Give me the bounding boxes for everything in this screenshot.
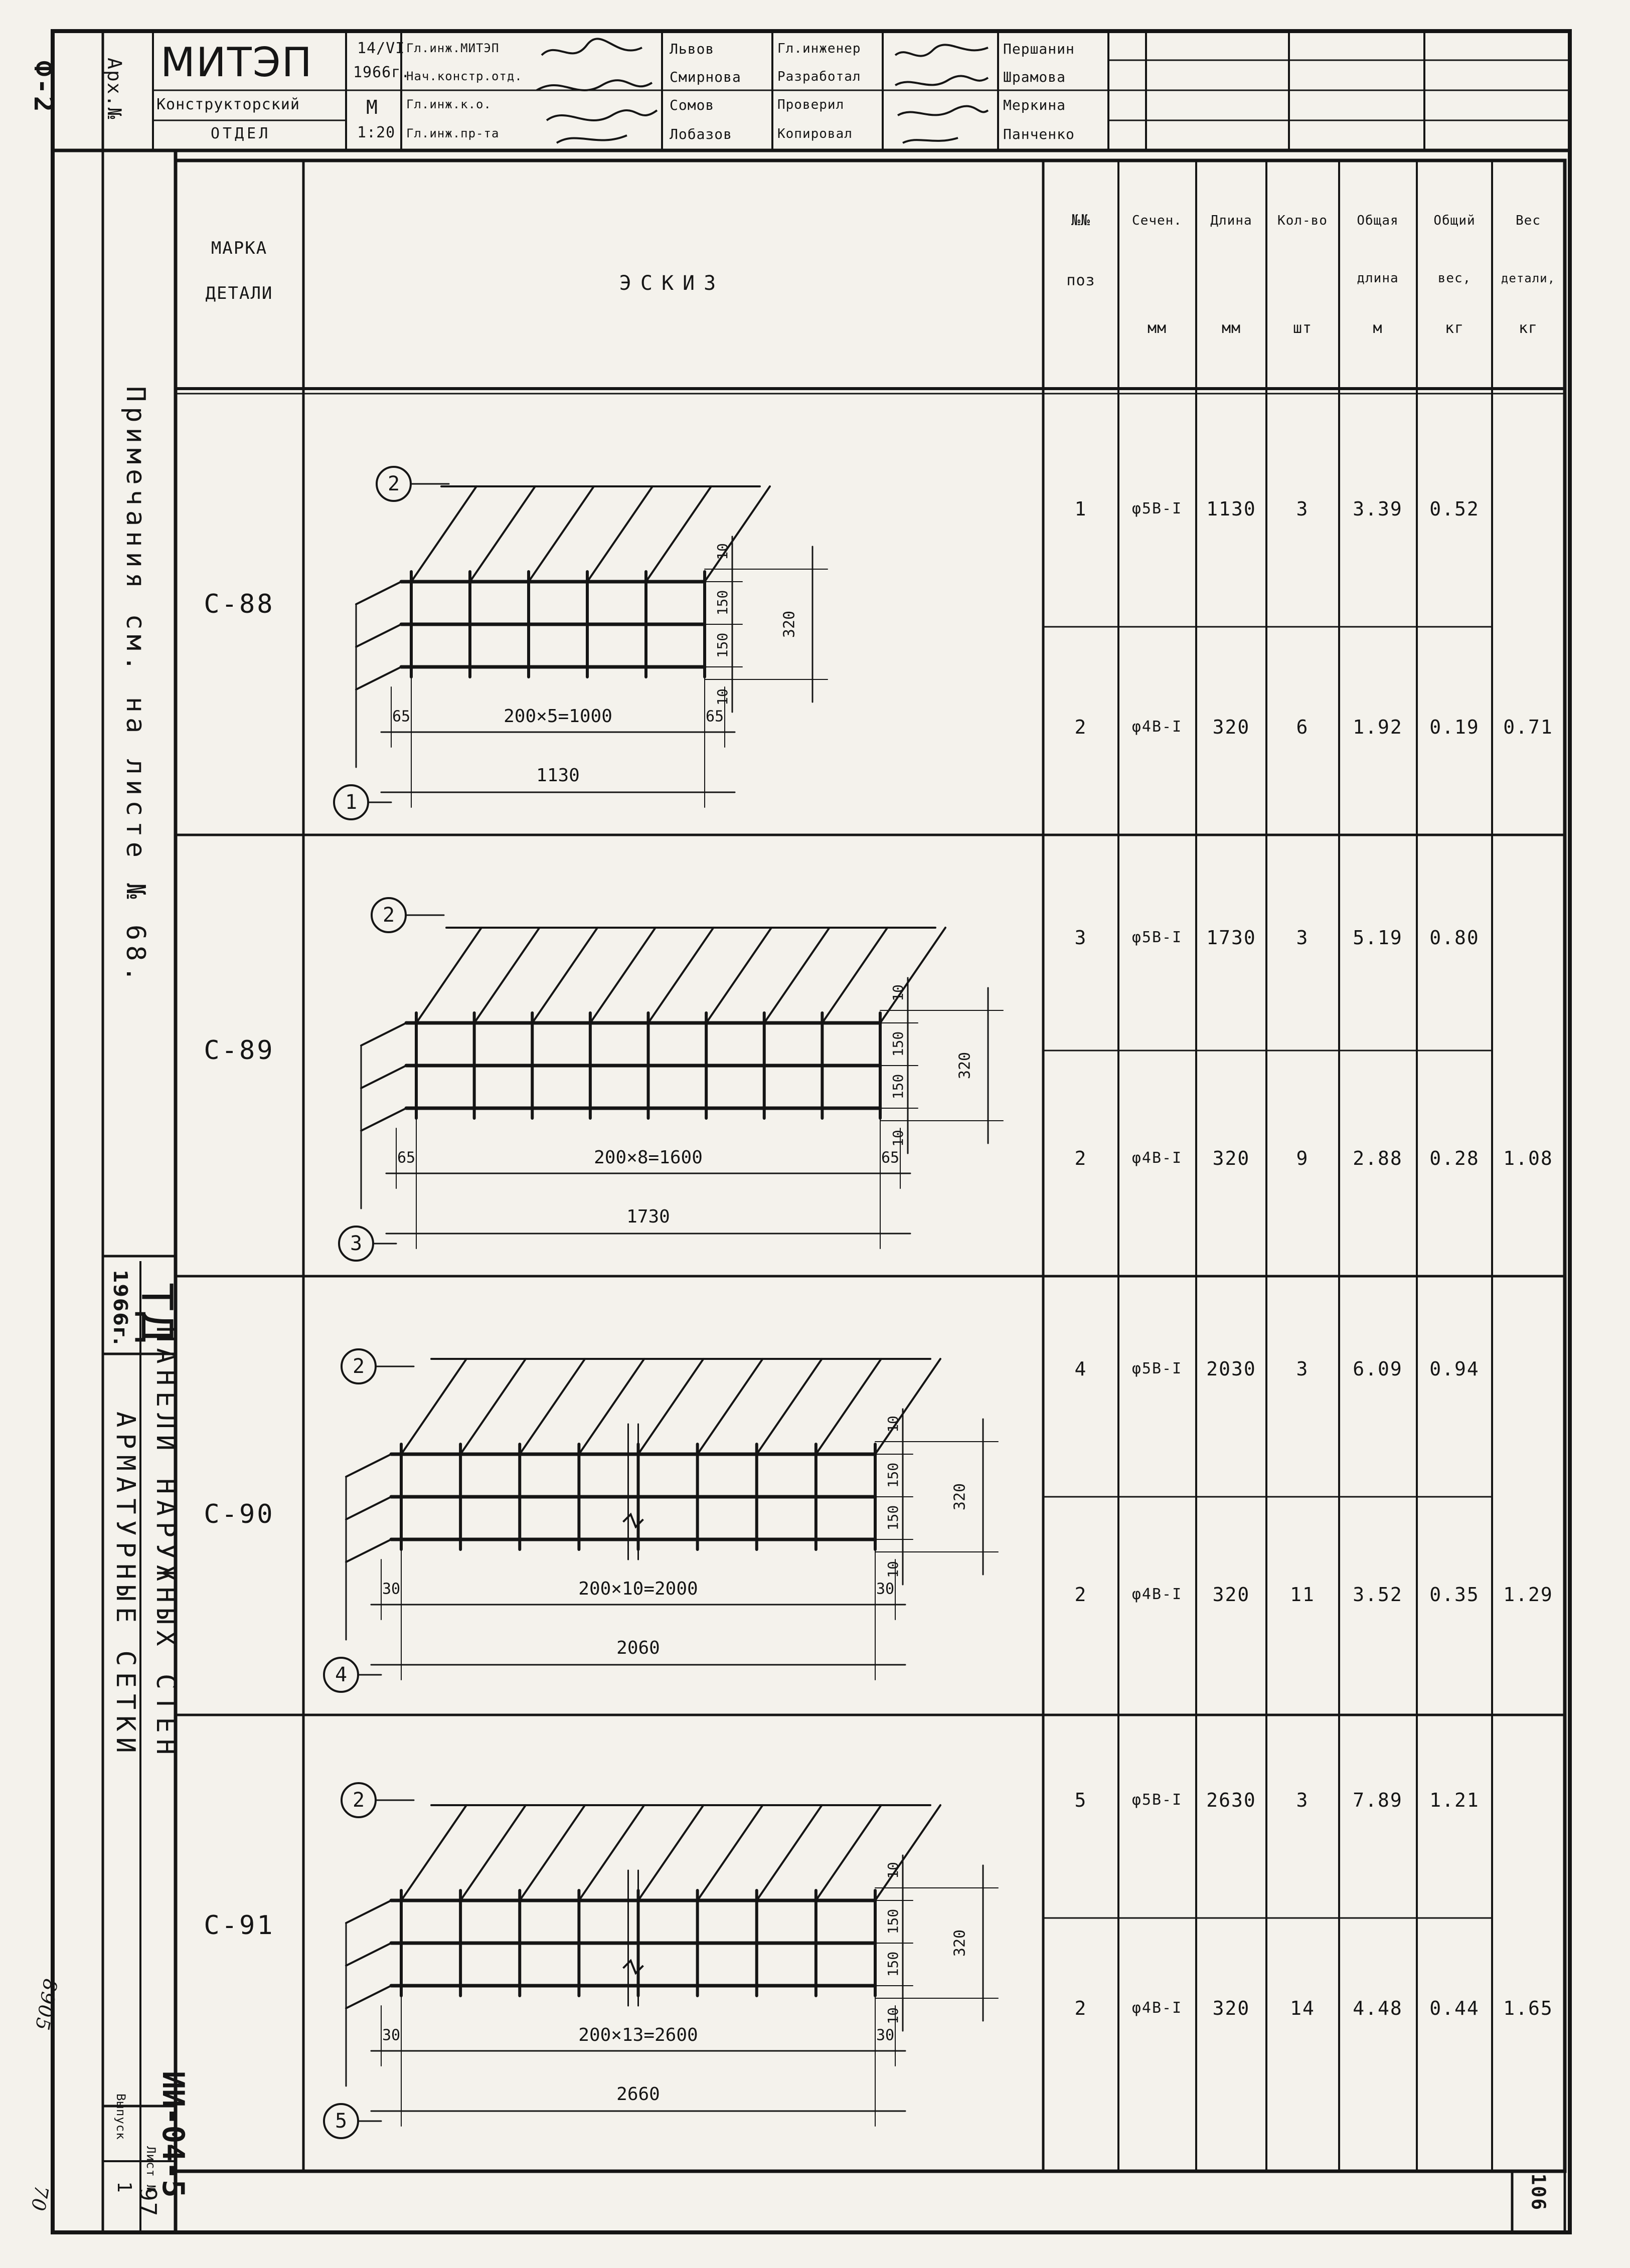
perspective-line xyxy=(757,1359,822,1454)
dim-label: 10 xyxy=(890,984,906,1001)
header-sketch: ЭСКИЗ xyxy=(619,272,725,295)
stamp-role: Гл.инж.МИТЭП xyxy=(406,41,500,55)
dim-overall-label: 2060 xyxy=(616,1638,660,1658)
cell-pos: 5 xyxy=(1074,1789,1087,1811)
bar-end xyxy=(361,1023,406,1045)
stamp-name2: Першанин xyxy=(1003,41,1075,57)
perspective-line xyxy=(822,928,887,1023)
bar-end xyxy=(356,582,401,604)
dim-label: 150 xyxy=(714,590,731,616)
dim-label: 150 xyxy=(885,1951,901,1977)
header-col-label: Вес xyxy=(1516,213,1541,228)
stamp-role: Нач.констр.отд. xyxy=(406,69,523,83)
dim-end-left: 30 xyxy=(382,1580,401,1598)
cell-section: φ5В-I xyxy=(1131,500,1183,517)
break-zigzag xyxy=(623,1961,643,1973)
header-col-unit: мм xyxy=(1147,319,1167,337)
header-col-label: длина xyxy=(1357,271,1399,286)
cell-qty: 3 xyxy=(1296,927,1309,949)
dim-end-right: 30 xyxy=(876,1580,895,1598)
cell-qty: 3 xyxy=(1296,1358,1309,1380)
cell-length: 320 xyxy=(1212,1584,1250,1606)
cell-qty: 3 xyxy=(1296,498,1309,520)
dim-overall-label: 1730 xyxy=(626,1206,670,1227)
header-col-unit: м xyxy=(1373,319,1383,337)
header-mark-line: МАРКА ДЕТАЛИ xyxy=(205,238,273,303)
perspective-line xyxy=(816,1359,881,1454)
position-marker-label: 2 xyxy=(352,1355,365,1378)
header-col-unit: кг xyxy=(1518,319,1538,337)
header-col-unit: мм xyxy=(1221,319,1241,337)
cell-pos: 3 xyxy=(1074,927,1087,949)
cell-total-length: 1.92 xyxy=(1353,716,1403,738)
cell-total-weight: 0.94 xyxy=(1429,1358,1480,1380)
perspective-line xyxy=(875,1805,940,1900)
perspective-line xyxy=(401,1805,466,1900)
cell-total-weight: 0.28 xyxy=(1429,1147,1480,1169)
title-line2: АРМАТУРНЫЕ СЕТКИ xyxy=(110,1412,140,1759)
dim-height-label: 320 xyxy=(951,1483,969,1511)
perspective-line xyxy=(764,928,830,1023)
stamp-name: Смирнова xyxy=(670,69,741,85)
cell-qty: 6 xyxy=(1296,716,1309,738)
stamp-role2: Копировал xyxy=(777,126,853,141)
row-mark: С-91 xyxy=(204,1910,275,1941)
stamp-dept-line1: Конструкторский xyxy=(156,96,300,113)
dim-label: 150 xyxy=(890,1074,906,1100)
position-marker-label: 5 xyxy=(335,2110,348,2133)
perspective-line xyxy=(706,928,771,1023)
perspective-line xyxy=(698,1359,763,1454)
cell-qty: 9 xyxy=(1296,1147,1309,1169)
row-mark: С-90 xyxy=(204,1499,275,1529)
sheet-code: Ф-2 xyxy=(28,61,58,114)
dim-overall-label: 1130 xyxy=(536,765,580,786)
perspective-line xyxy=(587,486,653,582)
cell-length: 2030 xyxy=(1206,1358,1256,1380)
stamp-role2: Проверил xyxy=(777,97,845,112)
dim-label: 10 xyxy=(885,1862,901,1879)
stamp-org: МИТЭП xyxy=(160,39,313,86)
cell-section: φ4В-I xyxy=(1131,1999,1183,2017)
dim-label: 150 xyxy=(885,1505,901,1531)
dim-end-right: 30 xyxy=(876,2026,895,2044)
perspective-line xyxy=(816,1805,881,1900)
dim-label: 10 xyxy=(885,1416,901,1433)
cell-total-length: 6.09 xyxy=(1353,1358,1403,1380)
archive-label: Арх.№ xyxy=(103,58,125,120)
cell-detail-weight: 1.29 xyxy=(1503,1584,1553,1606)
dim-height-label: 320 xyxy=(780,610,798,638)
perspective-line xyxy=(590,928,656,1023)
bar-end xyxy=(361,1108,406,1131)
header-col-label: вес, xyxy=(1437,271,1472,286)
bar-end xyxy=(346,1986,391,2008)
dim-end-left: 30 xyxy=(382,2026,401,2044)
stamp-role2: Гл.инженер xyxy=(777,41,861,56)
position-marker-label: 2 xyxy=(387,472,400,495)
header-col-label: Общий xyxy=(1433,213,1476,228)
position-marker-label: 4 xyxy=(335,1663,348,1686)
bar-end xyxy=(361,1066,406,1088)
dim-label: 150 xyxy=(885,1462,901,1488)
perspective-line xyxy=(411,486,476,582)
perspective-line xyxy=(532,928,597,1023)
issue-label: Выпуск xyxy=(114,2093,128,2140)
dim-overall-label: 2660 xyxy=(616,2084,660,2105)
dim-height-label: 320 xyxy=(951,1929,969,1957)
page-number: 106 xyxy=(1527,2173,1550,2211)
stamp-name2: Меркина xyxy=(1003,97,1066,113)
issue-value: 1 xyxy=(113,2181,135,2194)
position-marker-label: 2 xyxy=(352,1789,365,1812)
bar-end xyxy=(356,624,401,647)
perspective-line xyxy=(705,486,770,582)
cell-length: 320 xyxy=(1212,1147,1250,1169)
dim-spacing-label: 200×10=2000 xyxy=(578,1579,698,1599)
dim-label: 150 xyxy=(714,632,731,658)
position-marker-label: 1 xyxy=(345,791,358,814)
cell-detail-weight: 0.71 xyxy=(1503,716,1553,738)
dim-spacing-label: 200×5=1000 xyxy=(504,706,612,727)
cell-pos: 4 xyxy=(1074,1358,1087,1380)
perspective-line xyxy=(880,928,945,1023)
bar-end xyxy=(356,667,401,689)
perspective-line xyxy=(401,1359,466,1454)
dim-end-right: 65 xyxy=(705,708,724,726)
cell-pos: 2 xyxy=(1074,716,1087,738)
perspective-line xyxy=(579,1359,644,1454)
perspective-line xyxy=(648,928,714,1023)
bar-end xyxy=(346,1943,391,1966)
perspective-line xyxy=(757,1805,822,1900)
cell-total-length: 4.48 xyxy=(1353,1997,1403,2019)
cell-total-weight: 0.52 xyxy=(1429,498,1480,520)
cell-section: φ5В-I xyxy=(1131,929,1183,946)
notes-text: Примечания см. на листе № 68. xyxy=(120,386,150,987)
dim-end-left: 65 xyxy=(397,1149,416,1167)
bar-end xyxy=(346,1454,391,1477)
bar-end xyxy=(346,1900,391,1923)
dim-label: 10 xyxy=(714,543,731,560)
row-mark: С-88 xyxy=(204,589,275,619)
perspective-line xyxy=(875,1359,940,1454)
stamp-scale: 1:20 xyxy=(357,124,396,141)
cell-pos: 2 xyxy=(1074,1584,1087,1606)
title-line1: ПАНЕЛИ НАРУЖНЫХ СТЕН xyxy=(150,1326,181,1761)
perspective-line xyxy=(698,1805,763,1900)
cell-total-weight: 0.35 xyxy=(1429,1584,1480,1606)
series-year: 1966г. xyxy=(109,1270,131,1346)
cell-total-length: 2.88 xyxy=(1353,1147,1403,1169)
cell-total-length: 7.89 xyxy=(1353,1789,1403,1811)
perspective-line xyxy=(520,1805,585,1900)
sheet-label: Лист № xyxy=(144,2146,158,2193)
cell-detail-weight: 1.08 xyxy=(1503,1147,1553,1169)
cell-qty: 3 xyxy=(1296,1789,1309,1811)
cell-detail-weight: 1.65 xyxy=(1503,1997,1553,2019)
cell-section: φ4В-I xyxy=(1131,1586,1183,1603)
dim-label: 150 xyxy=(890,1031,906,1057)
perspective-line xyxy=(638,1359,704,1454)
cell-total-length: 3.39 xyxy=(1353,498,1403,520)
stamp-name2: Панченко xyxy=(1003,126,1075,142)
cell-section: φ5В-I xyxy=(1131,1360,1183,1377)
bar-end xyxy=(346,1497,391,1519)
stamp-name: Львов xyxy=(670,41,715,57)
margin-number: 8905 xyxy=(31,1977,62,2033)
position-marker-label: 3 xyxy=(350,1232,363,1255)
stamp-role: Гл.инж.пр-та xyxy=(406,126,500,140)
stamp-scale-label: М xyxy=(366,96,379,118)
header-col-unit: шт xyxy=(1292,319,1313,337)
margin-mark: 70 xyxy=(27,2184,53,2214)
perspective-line xyxy=(460,1805,526,1900)
stamp-dept-line2: ОТДЕЛ xyxy=(211,125,271,142)
header-col-unit: кг xyxy=(1444,319,1464,337)
cell-length: 1130 xyxy=(1206,498,1256,520)
cell-length: 320 xyxy=(1212,1997,1250,2019)
cell-length: 320 xyxy=(1212,716,1250,738)
stamp-role2: Разработал xyxy=(777,69,861,84)
cell-section: φ4В-I xyxy=(1131,1149,1183,1167)
stamp-name: Лобазов xyxy=(670,126,733,142)
header-col-label: Кол-во xyxy=(1277,213,1328,228)
dim-end-left: 65 xyxy=(392,708,411,726)
cell-total-weight: 0.19 xyxy=(1429,716,1480,738)
perspective-line xyxy=(416,928,481,1023)
cell-pos: 2 xyxy=(1074,1997,1087,2019)
dim-height-label: 320 xyxy=(956,1052,974,1080)
perspective-line xyxy=(474,928,540,1023)
perspective-line xyxy=(520,1359,585,1454)
row-mark: С-89 xyxy=(204,1035,275,1066)
cell-pos: 1 xyxy=(1074,498,1087,520)
perspective-line xyxy=(579,1805,644,1900)
dim-label: 10 xyxy=(885,2007,901,2024)
dim-label: 10 xyxy=(885,1561,901,1578)
cell-section: φ4В-I xyxy=(1131,718,1183,736)
perspective-line xyxy=(646,486,711,582)
perspective-line xyxy=(638,1805,704,1900)
cell-pos: 2 xyxy=(1074,1147,1087,1169)
dim-label: 150 xyxy=(885,1908,901,1935)
cell-total-length: 3.52 xyxy=(1353,1584,1403,1606)
header-col-label: поз xyxy=(1066,272,1095,289)
cell-total-weight: 0.80 xyxy=(1429,927,1480,949)
dim-label: 10 xyxy=(890,1130,906,1147)
cell-length: 2630 xyxy=(1206,1789,1256,1811)
stamp-year: 1966г. xyxy=(353,64,411,81)
cell-qty: 11 xyxy=(1290,1584,1315,1606)
stamp-name2: Шрамова xyxy=(1003,69,1066,85)
header-col-label: детали, xyxy=(1501,271,1556,285)
cell-length: 1730 xyxy=(1206,927,1256,949)
stamp-date: 14/VI xyxy=(357,40,405,57)
stamp-name: Сомов xyxy=(670,97,715,113)
cell-qty: 14 xyxy=(1290,1997,1315,2019)
header-col-label: №№ xyxy=(1071,212,1091,229)
dim-label: 10 xyxy=(714,688,731,706)
dim-spacing-label: 200×13=2600 xyxy=(578,2025,698,2045)
cell-total-weight: 1.21 xyxy=(1429,1789,1480,1811)
series-code: ТД xyxy=(131,1284,182,1344)
perspective-line xyxy=(460,1359,526,1454)
position-marker-label: 2 xyxy=(382,904,395,927)
dim-spacing-label: 200×8=1600 xyxy=(594,1147,703,1168)
cell-total-length: 5.19 xyxy=(1353,927,1403,949)
stamp-role: Гл.инж.к.о. xyxy=(406,97,492,111)
doc-code: ИИ-04-5 xyxy=(155,2071,191,2198)
perspective-line xyxy=(529,486,594,582)
perspective-line xyxy=(470,486,535,582)
header-col-label: Длина xyxy=(1210,213,1252,228)
header-col-label: Сечен. xyxy=(1132,213,1182,228)
cell-section: φ5В-I xyxy=(1131,1791,1183,1809)
sheet-value: 97 xyxy=(134,2187,161,2217)
dim-end-right: 65 xyxy=(881,1149,900,1167)
break-zigzag xyxy=(623,1514,643,1527)
bar-end xyxy=(346,1539,391,1562)
header-col-label: Общая xyxy=(1357,213,1399,228)
cell-total-weight: 0.44 xyxy=(1429,1997,1480,2019)
